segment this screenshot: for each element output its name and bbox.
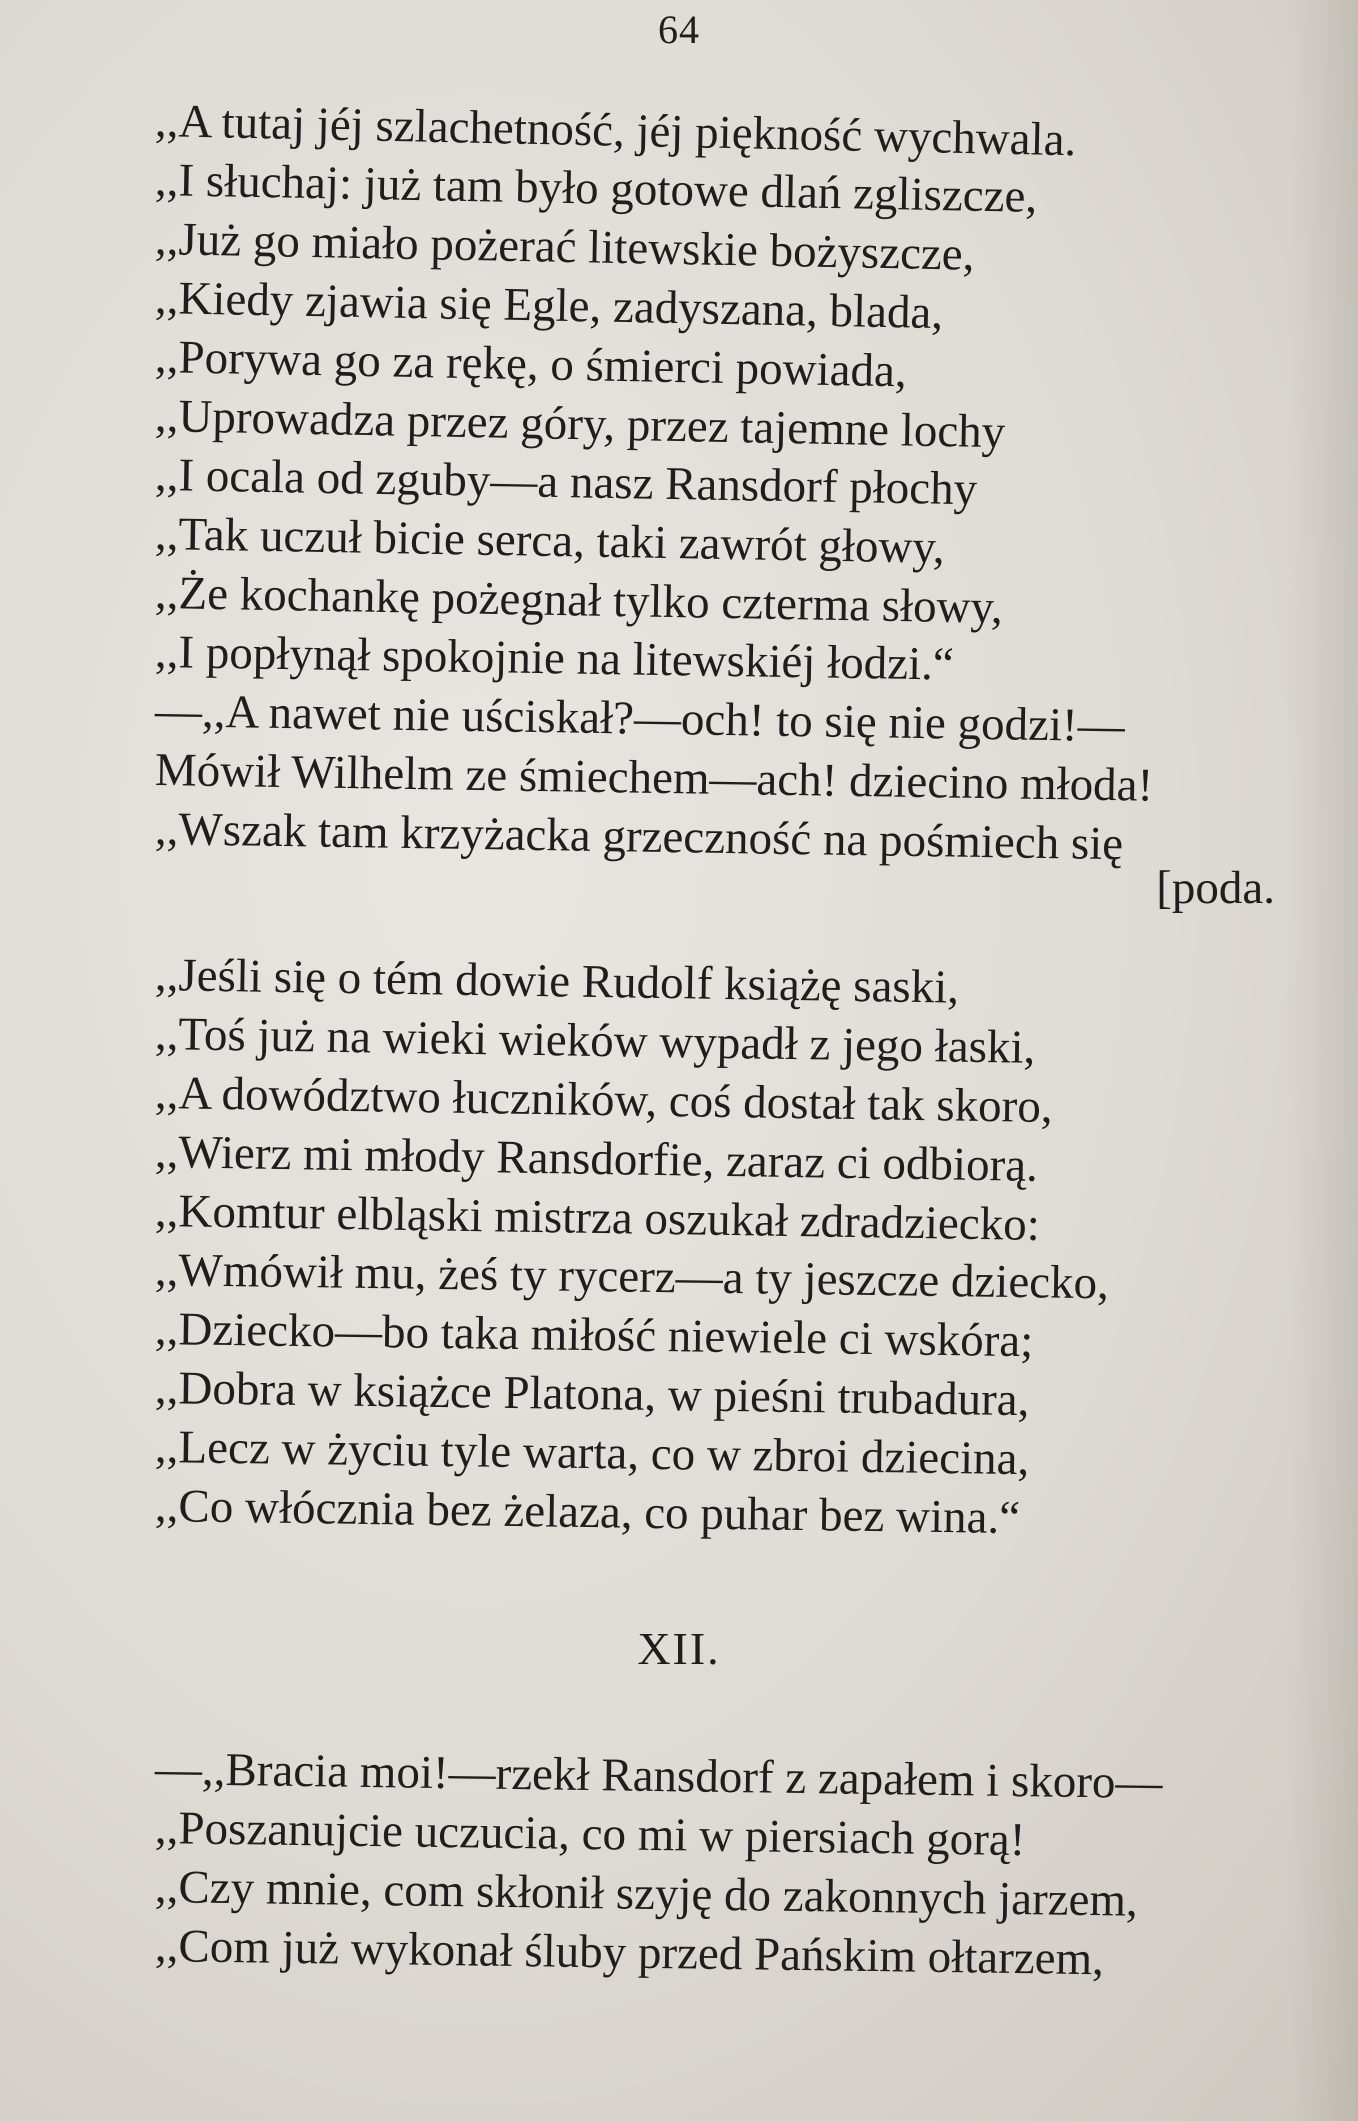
verse-line: ,,Kiedy zjawia się Egle, zadyszana, blada, xyxy=(154,272,944,340)
verse-line: ,,I słuchaj: już tam było gotowe dlań zgliszcze, xyxy=(154,154,1038,223)
verse-line: ,,Tak uczuł bicie serca, taki zawrót głowy, xyxy=(154,508,946,574)
verse-line: ,,A dowództwo łuczników, coś dostał tak skoro, xyxy=(154,1067,1053,1134)
hanging-word: [poda. xyxy=(1156,862,1275,914)
verse-line: ,,Poszanujcie uczucia, co mi w piersiach gorą! xyxy=(154,1802,1026,1867)
verse-line: Mówił Wilhelm ze śmiechem—ach! dziecino młoda! xyxy=(154,744,1154,812)
section-heading: XII. xyxy=(637,1623,721,1674)
verse-line: ,,Dziecko—bo taka miłość niewiele ci wskóra; xyxy=(154,1303,1034,1368)
verse-line: ,,Komtur elbląski mistrza oszukał zdradziecko: xyxy=(154,1185,1041,1251)
verse-line: ,,Wmówił mu, żeś ty rycerz—a ty jeszcze dziecko, xyxy=(154,1244,1110,1310)
verse-stanza-c xyxy=(154,1740,1295,1986)
verse-stanza-a xyxy=(155,92,1295,918)
verse-line: ,,I popłynął spokojnie na litewskiéj łodzi.“ xyxy=(154,626,955,691)
verse-line: ,,Co włócznia bez żelaza, co puhar bez wina.“ xyxy=(154,1480,1021,1545)
page-edge-shadow xyxy=(1288,0,1358,2121)
verse-line: —,,A nawet nie uściskał?—och! to się nie godzi!— xyxy=(154,685,1126,753)
verse-stanza-b xyxy=(154,946,1295,1545)
verse-line: ,,I ocala od zguby—a nasz Ransdorf płochy xyxy=(154,449,978,516)
page-number: 64 xyxy=(658,7,700,52)
verse-line: ,,Wierz mi młody Ransdorfie, zaraz ci odbiorą. xyxy=(154,1126,1039,1192)
verse-line: ,,Com już wykonał śluby przed Pańskim ołtarzem, xyxy=(154,1920,1105,1986)
verse-line: ,,Dobra w książce Platona, w pieśni trubadura, xyxy=(154,1362,1030,1427)
verse-line: ,,Czy mnie, com skłonił szyję do zakonnych jarzem, xyxy=(154,1861,1139,1927)
verse-line: ,,Lecz w życiu tyle warta, co w zbroi dziecina, xyxy=(154,1421,1030,1486)
verse-line: ,,Porywa go za rękę, o śmierci powiada, xyxy=(154,331,908,398)
verse-line: ,,Uprowadza przez góry, przez tajemne lochy xyxy=(154,390,1006,459)
verse-line: ,,Że kochankę pożegnał tylko czterma słowy, xyxy=(154,567,1004,634)
verse-line: ,,Jeśli się o tém dowie Rudolf książę saski, xyxy=(154,949,960,1014)
verse-line: —,,Bracia moi!—rzekł Ransdorf z zapałem i skoro— xyxy=(154,1743,1163,1810)
verse-line: ,,Wszak tam krzyżacka grzeczność na pośmiech się xyxy=(154,803,1124,871)
verse-line: ,,Już go miało pożerać litewskie bożyszcze, xyxy=(154,213,975,281)
verse-line: ,,A tutaj jéj szlachetność, jéj piękność wychwala. xyxy=(154,95,1077,167)
verse-line: ,,Toś już na wieki wieków wypadł z jego łaski, xyxy=(154,1008,1036,1074)
